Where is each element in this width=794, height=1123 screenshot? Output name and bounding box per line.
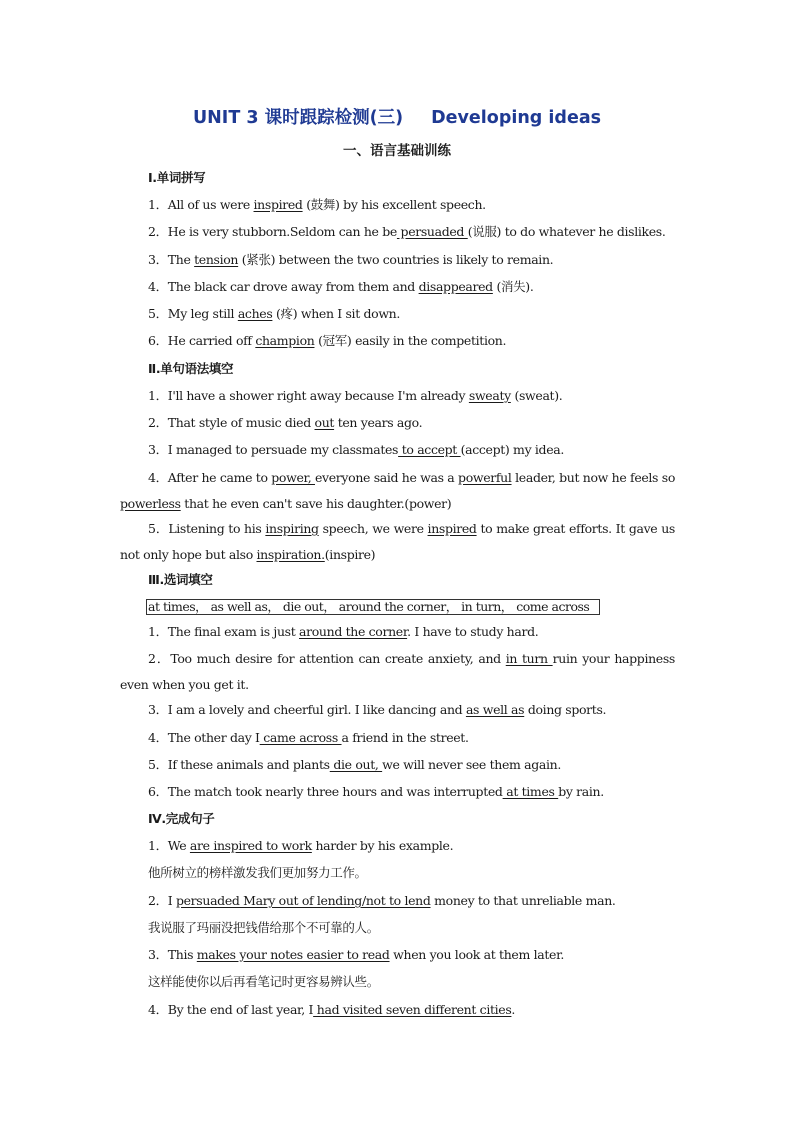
text-segment: He carried off <box>167 333 256 348</box>
text-segment: everyone said he was a <box>315 470 459 485</box>
text-segment: The <box>167 252 195 267</box>
text-segment: 1． <box>148 388 168 403</box>
text-segment: We <box>167 838 190 853</box>
text-segment: My leg still <box>167 306 238 321</box>
text-segment: I managed to persuade my classmates <box>167 442 399 457</box>
question <box>148 305 675 323</box>
text-segment: I'll have a shower right away because I'm already <box>167 388 469 403</box>
text-segment: 4． <box>148 730 168 745</box>
question <box>148 783 675 801</box>
text-segment: we will never see them again. <box>382 757 561 772</box>
answer: aches <box>237 306 273 321</box>
text-segment: The final exam is just <box>167 624 300 639</box>
question <box>148 837 675 855</box>
answer: had visited seven different cities <box>313 1002 512 1017</box>
text-segment: to make great efforts. It gave us <box>476 521 676 536</box>
text-segment: By the end of last year, I <box>167 1002 314 1017</box>
title-unit: UNIT 3 课时跟踪检测(三) <box>192 108 404 128</box>
text-segment: That style of music died <box>167 415 315 430</box>
text-segment: that he even can't save his daughter.(power) <box>180 496 452 511</box>
text-segment: (消失). <box>492 279 534 294</box>
answer: persuaded <box>396 224 468 239</box>
question <box>148 892 675 910</box>
answer: inspired <box>427 521 477 536</box>
text-segment: 4． <box>148 470 168 485</box>
text-segment: speech, we were <box>318 521 428 536</box>
text-segment: not only hope but also <box>120 547 257 562</box>
text-segment: ruin your happiness <box>552 651 675 666</box>
text-segment: 5． <box>148 757 168 772</box>
answer: are inspired to work <box>189 838 312 853</box>
text-segment: (inspire) <box>324 547 376 562</box>
text-segment: ten years ago. <box>334 415 423 430</box>
text-segment: The match took nearly three hours and was interrupted <box>167 784 503 799</box>
question <box>148 414 675 432</box>
text-segment: This <box>167 947 197 962</box>
answer: powerless <box>120 496 181 511</box>
text-segment: by rain. <box>558 784 604 799</box>
text-segment: Too much desire for attention can create anxiety, and <box>170 651 506 666</box>
text-segment: 1． <box>148 838 168 853</box>
answer: in turn <box>505 651 553 666</box>
text-segment: (说服) to do whatever he dislikes. <box>467 224 666 239</box>
text-segment: 2． <box>148 224 168 239</box>
text-segment: 2． <box>148 651 171 666</box>
text-segment: 3． <box>148 442 168 457</box>
answer: out <box>314 415 335 430</box>
text-segment: Listening to his <box>168 521 266 536</box>
question <box>148 701 675 719</box>
text-segment: . I have to study hard. <box>407 624 539 639</box>
text-segment: He is very stubborn.Seldom can he be <box>167 224 397 239</box>
text-segment: 3． <box>148 252 168 267</box>
text-segment: 5． <box>148 521 169 536</box>
question <box>148 196 675 214</box>
chinese-prompt: 我说服了玛丽没把钱借给那个不可靠的人。 <box>148 920 379 935</box>
question <box>148 1001 675 1019</box>
text-segment: 6． <box>148 333 168 348</box>
text-segment: 1． <box>148 624 168 639</box>
answer: around the corner <box>299 624 408 639</box>
answer: powerful <box>458 470 512 485</box>
answer: die out, <box>329 757 383 772</box>
answer: persuaded Mary out of lending/not to lend <box>175 893 431 908</box>
text-segment: (鼓舞) by his excellent speech. <box>302 197 486 212</box>
section-heading-1: Ⅰ.单词拼写 <box>148 170 206 185</box>
answer: inspired <box>253 197 303 212</box>
question <box>148 756 675 774</box>
text-segment: a friend in the street. <box>341 730 469 745</box>
text-segment: (紧张) between the two countries is likely to remain. <box>238 252 554 267</box>
chinese-prompt: 他所树立的榜样激发我们更加努力工作。 <box>148 865 367 880</box>
text-segment: 3． <box>148 947 168 962</box>
answer: came across <box>259 730 342 745</box>
question <box>148 441 675 459</box>
answer: sweaty <box>468 388 511 403</box>
page-title <box>0 104 794 129</box>
text-segment: All of us were <box>167 197 254 212</box>
answer: inspiration. <box>256 547 325 562</box>
question <box>148 387 675 405</box>
title-topic: Developing ideas <box>431 108 602 128</box>
chinese-prompt: 这样能使你以后再看笔记时更容易辨认些。 <box>148 974 379 989</box>
question <box>148 332 675 350</box>
text-segment: (accept) my idea. <box>460 442 564 457</box>
answer: inspiring <box>265 521 319 536</box>
answer: at times <box>502 784 559 799</box>
question-continued: even when you get it. <box>120 677 249 692</box>
question <box>148 623 675 641</box>
question-continued <box>120 546 675 564</box>
text-segment: 4． <box>148 279 168 294</box>
question <box>148 946 675 964</box>
section-subtitle: 一、语言基础训练 <box>343 143 451 159</box>
text-segment: (sweat). <box>510 388 563 403</box>
question <box>148 251 675 269</box>
text-segment: 2． <box>148 893 168 908</box>
text-segment: 3． <box>148 702 168 717</box>
answer: champion <box>255 333 315 348</box>
answer: power, <box>271 470 315 485</box>
text-segment: After he came to <box>167 470 272 485</box>
answer: makes your notes easier to read <box>196 947 390 962</box>
question <box>148 520 675 538</box>
text-segment: 4． <box>148 1002 168 1017</box>
text-segment: (冠军) easily in the competition. <box>314 333 507 348</box>
answer: to accept <box>398 442 461 457</box>
section-heading-2: Ⅱ.单句语法填空 <box>148 361 234 376</box>
text-segment: The black car drove away from them and <box>167 279 419 294</box>
text-segment: doing sports. <box>524 702 607 717</box>
question <box>148 223 675 241</box>
question <box>148 650 675 668</box>
answer: disappeared <box>418 279 493 294</box>
text-segment: . <box>511 1002 516 1017</box>
question-continued <box>120 495 675 513</box>
text-segment: The other day I <box>167 730 260 745</box>
text-segment: 5． <box>148 306 168 321</box>
text-segment: 1． <box>148 197 168 212</box>
text-segment: when you look at them later. <box>389 947 564 962</box>
question <box>148 278 675 296</box>
section-heading-4: Ⅳ.完成句子 <box>148 811 215 826</box>
text-segment: leader, but now he feels so <box>511 470 675 485</box>
question <box>148 729 675 747</box>
text-segment: 2． <box>148 415 168 430</box>
question <box>148 469 675 487</box>
text-segment: (疼) when I sit down. <box>272 306 400 321</box>
answer: tension <box>194 252 239 267</box>
text-segment: I am a lovely and cheerful girl. I like dancing and <box>167 702 466 717</box>
text-segment: If these animals and plants <box>167 757 330 772</box>
phrase-list: at times， as well as， die out， around the corner， in turn， come across <box>148 599 590 614</box>
text-segment: money to that unreliable man. <box>430 893 616 908</box>
answer: as well as <box>465 702 525 717</box>
text-segment: I <box>167 893 176 908</box>
section-heading-3: Ⅲ.选词填空 <box>148 572 213 587</box>
text-segment: 6． <box>148 784 168 799</box>
text-segment: harder by his example. <box>311 838 454 853</box>
